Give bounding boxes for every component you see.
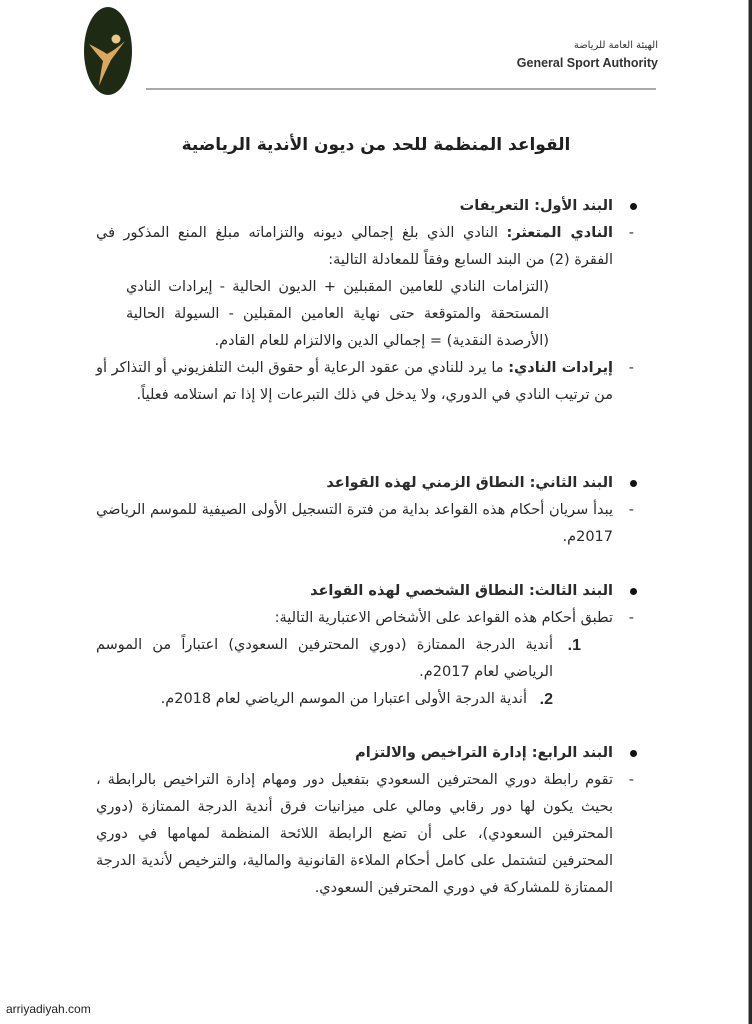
org-name-arabic: الهيئة العامة للرياضة bbox=[573, 40, 658, 51]
section-heading: البند الرابع: إدارة التراخيص والالتزام bbox=[96, 740, 637, 767]
dash-marker: - bbox=[628, 610, 634, 626]
definition-text: ما يرد للنادي من عقود الرعاية أو حقوق البث التلفزيوني أو التذاكر أو من ترتيب النادي في الدوري، ولا يدخل في ذلك التبرعات إلا إذا تم استلامه فعلياً. bbox=[96, 360, 613, 403]
definition-item bbox=[96, 220, 637, 274]
bullet-icon bbox=[630, 750, 637, 757]
numbered-item bbox=[96, 632, 637, 686]
definition-term: إيرادات النادي: bbox=[508, 360, 613, 376]
section-heading: البند الثالث: النطاق الشخصي لهذه القواعد bbox=[96, 578, 637, 605]
section-heading: البند الثاني: النطاق الزمني لهذه القواعد bbox=[96, 470, 637, 497]
dash-marker: - bbox=[628, 772, 634, 788]
section-4 bbox=[96, 740, 637, 902]
numbered-item-text: أندية الدرجة الممتازة (دوري المحترفين السعودي) اعتباراً من الموسم الرياضي لعام 2017م. bbox=[96, 637, 553, 680]
section-text: - يبدأ سريان أحكام هذه القواعد بداية من فترة التسجيل الأولى الصيفية للموسم الرياضي 2017م. bbox=[96, 497, 637, 551]
dash-marker: - bbox=[628, 360, 634, 376]
header-divider bbox=[146, 88, 656, 90]
numbered-item-text: أندية الدرجة الأولى اعتبارا من الموسم الرياضي لعام 2018م. bbox=[160, 691, 527, 707]
section-text: - تطبق أحكام هذه القواعد على الأشخاص الاعتبارية التالية: bbox=[96, 605, 637, 632]
bullet-icon bbox=[630, 588, 637, 595]
bullet-icon bbox=[630, 203, 637, 210]
section-2 bbox=[96, 470, 637, 551]
bullet-icon bbox=[630, 480, 637, 487]
dash-marker: - bbox=[628, 502, 634, 518]
debt-formula: (التزامات النادي للعامين المقبلين + الديون الحالية - إيرادات النادي المستحقة والمتوقعة حتى نهاية العامين المقبلين - السيولة الحالية (الأرصدة النقدية) = إجمالي الدين والالتزام للعام القادم. bbox=[126, 279, 549, 349]
numbered-item bbox=[96, 686, 637, 713]
section-1 bbox=[96, 193, 637, 409]
definition-text: النادي الذي بلغ إجمالي ديونه والتزاماته مبلغ المنع المذكور في الفقرة (2) من البند السابع وفقاً للمعادلة التالية: bbox=[96, 225, 613, 268]
general-sport-authority-logo bbox=[83, 6, 133, 96]
item-number: 2. bbox=[539, 691, 553, 708]
dash-marker: - bbox=[628, 225, 634, 241]
section-text: - تقوم رابطة دوري المحترفين السعودي بتفعيل دور ومهام إدارة التراخيص بالرابطة ، بحيث يكون لها دور رقابي ومالي على ميزانيات فرق أندية الدرجة الممتازة (دوري المحترفين السعودي)، على أن تضع الرابطة اللائحة المنظمة لمهامها في دوري المحترفين لتشتمل على كامل أحكام الملاءة القانونية والمالية، والترخيص لأندية الدرجة الممتازة للمشاركة في دوري المحترفين السعودي. bbox=[96, 767, 637, 902]
section-3 bbox=[96, 578, 637, 713]
organization-name bbox=[517, 40, 658, 70]
definition-item bbox=[96, 355, 637, 409]
org-name-english: General Sport Authority bbox=[516, 56, 658, 70]
section-heading: البند الأول: التعريفات bbox=[96, 193, 637, 220]
document-title: القواعد المنظمة للحد من ديون الأندية الرياضية bbox=[181, 135, 571, 155]
source-watermark: arriyadiyah.com bbox=[6, 1002, 91, 1016]
logo-figure-icon bbox=[83, 6, 133, 96]
definition-term: النادي المتعثر: bbox=[506, 225, 613, 241]
item-number: 1. bbox=[567, 637, 581, 654]
